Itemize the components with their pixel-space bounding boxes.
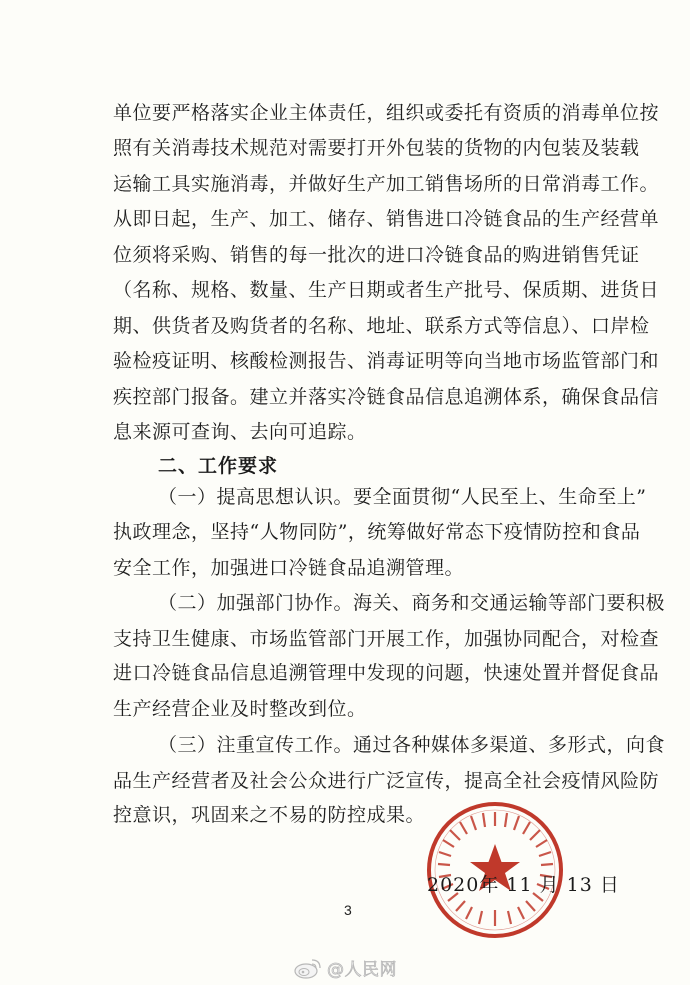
paragraph-line: 期、供货者及购货者的名称、地址、联系方式等信息）、口岸检 (113, 315, 650, 337)
item-2-line: 支持卫生健康、市场监管部门开展工作，加强协同配合，对检查 (113, 628, 660, 650)
paragraph-line: 息来源可查询、去向可追踪。 (113, 421, 367, 443)
item-1-line: 安全工作，加强进口冷链食品追溯管理。 (113, 557, 465, 579)
paragraph-line: 从即日起，生产、加工、储存、销售进口冷链食品的生产经营单 (113, 208, 660, 230)
paragraph-line: 验检疫证明、核酸检测报告、消毒证明等向当地市场监管部门和 (113, 350, 660, 372)
item-2-line: （二）加强部门协作。海关、商务和交通运输等部门要积极 (158, 592, 666, 614)
document-date: 2020年 11 月 13 日 (427, 874, 620, 896)
section-heading: 二、工作要求 (158, 455, 279, 477)
item-3-line: 品生产经营者及社会公众进行广泛宣传，提高全社会疫情风险防 (113, 770, 660, 792)
paragraph-line: 位须将采购、销售的每一批次的进口冷链食品的购进销售凭证 (113, 244, 640, 266)
paragraph-line: 照有关消毒技术规范对需要打开外包装的货物的内包装及装载 (113, 137, 640, 159)
item-3-line: 控意识，巩固来之不易的防控成果。 (113, 804, 426, 826)
item-2-line: 进口冷链食品信息追溯管理中发现的问题，快速处置并督促食品 (113, 662, 660, 684)
watermark (293, 955, 397, 980)
item-3-line: （三）注重宣传工作。通过各种媒体多渠道、多形式，向食 (158, 734, 666, 756)
weibo-icon (293, 957, 323, 979)
paragraph-line: （名称、规格、数量、生产日期或者生产批号、保质期、进货日 (113, 279, 660, 301)
watermark-text: @人民网 (327, 960, 397, 980)
page-number: 3 (344, 902, 352, 918)
official-seal-icon (425, 800, 565, 940)
item-1-line: （一）提高思想认识。要全面贯彻“人民至上、生命至上” (158, 486, 647, 508)
paragraph-line: 疾控部门报备。建立并落实冷链食品信息追溯体系，确保食品信 (113, 386, 660, 408)
paragraph-line: 单位要严格落实企业主体责任，组织或委托有资质的消毒单位按 (113, 102, 660, 124)
paragraph-line: 运输工具实施消毒，并做好生产加工销售场所的日常消毒工作。 (113, 173, 660, 195)
item-2-line: 生产经营企业及时整改到位。 (113, 698, 367, 720)
item-1-line: 执政理念，坚持“人物同防”，统筹做好常态下疫情防控和食品 (113, 521, 641, 543)
